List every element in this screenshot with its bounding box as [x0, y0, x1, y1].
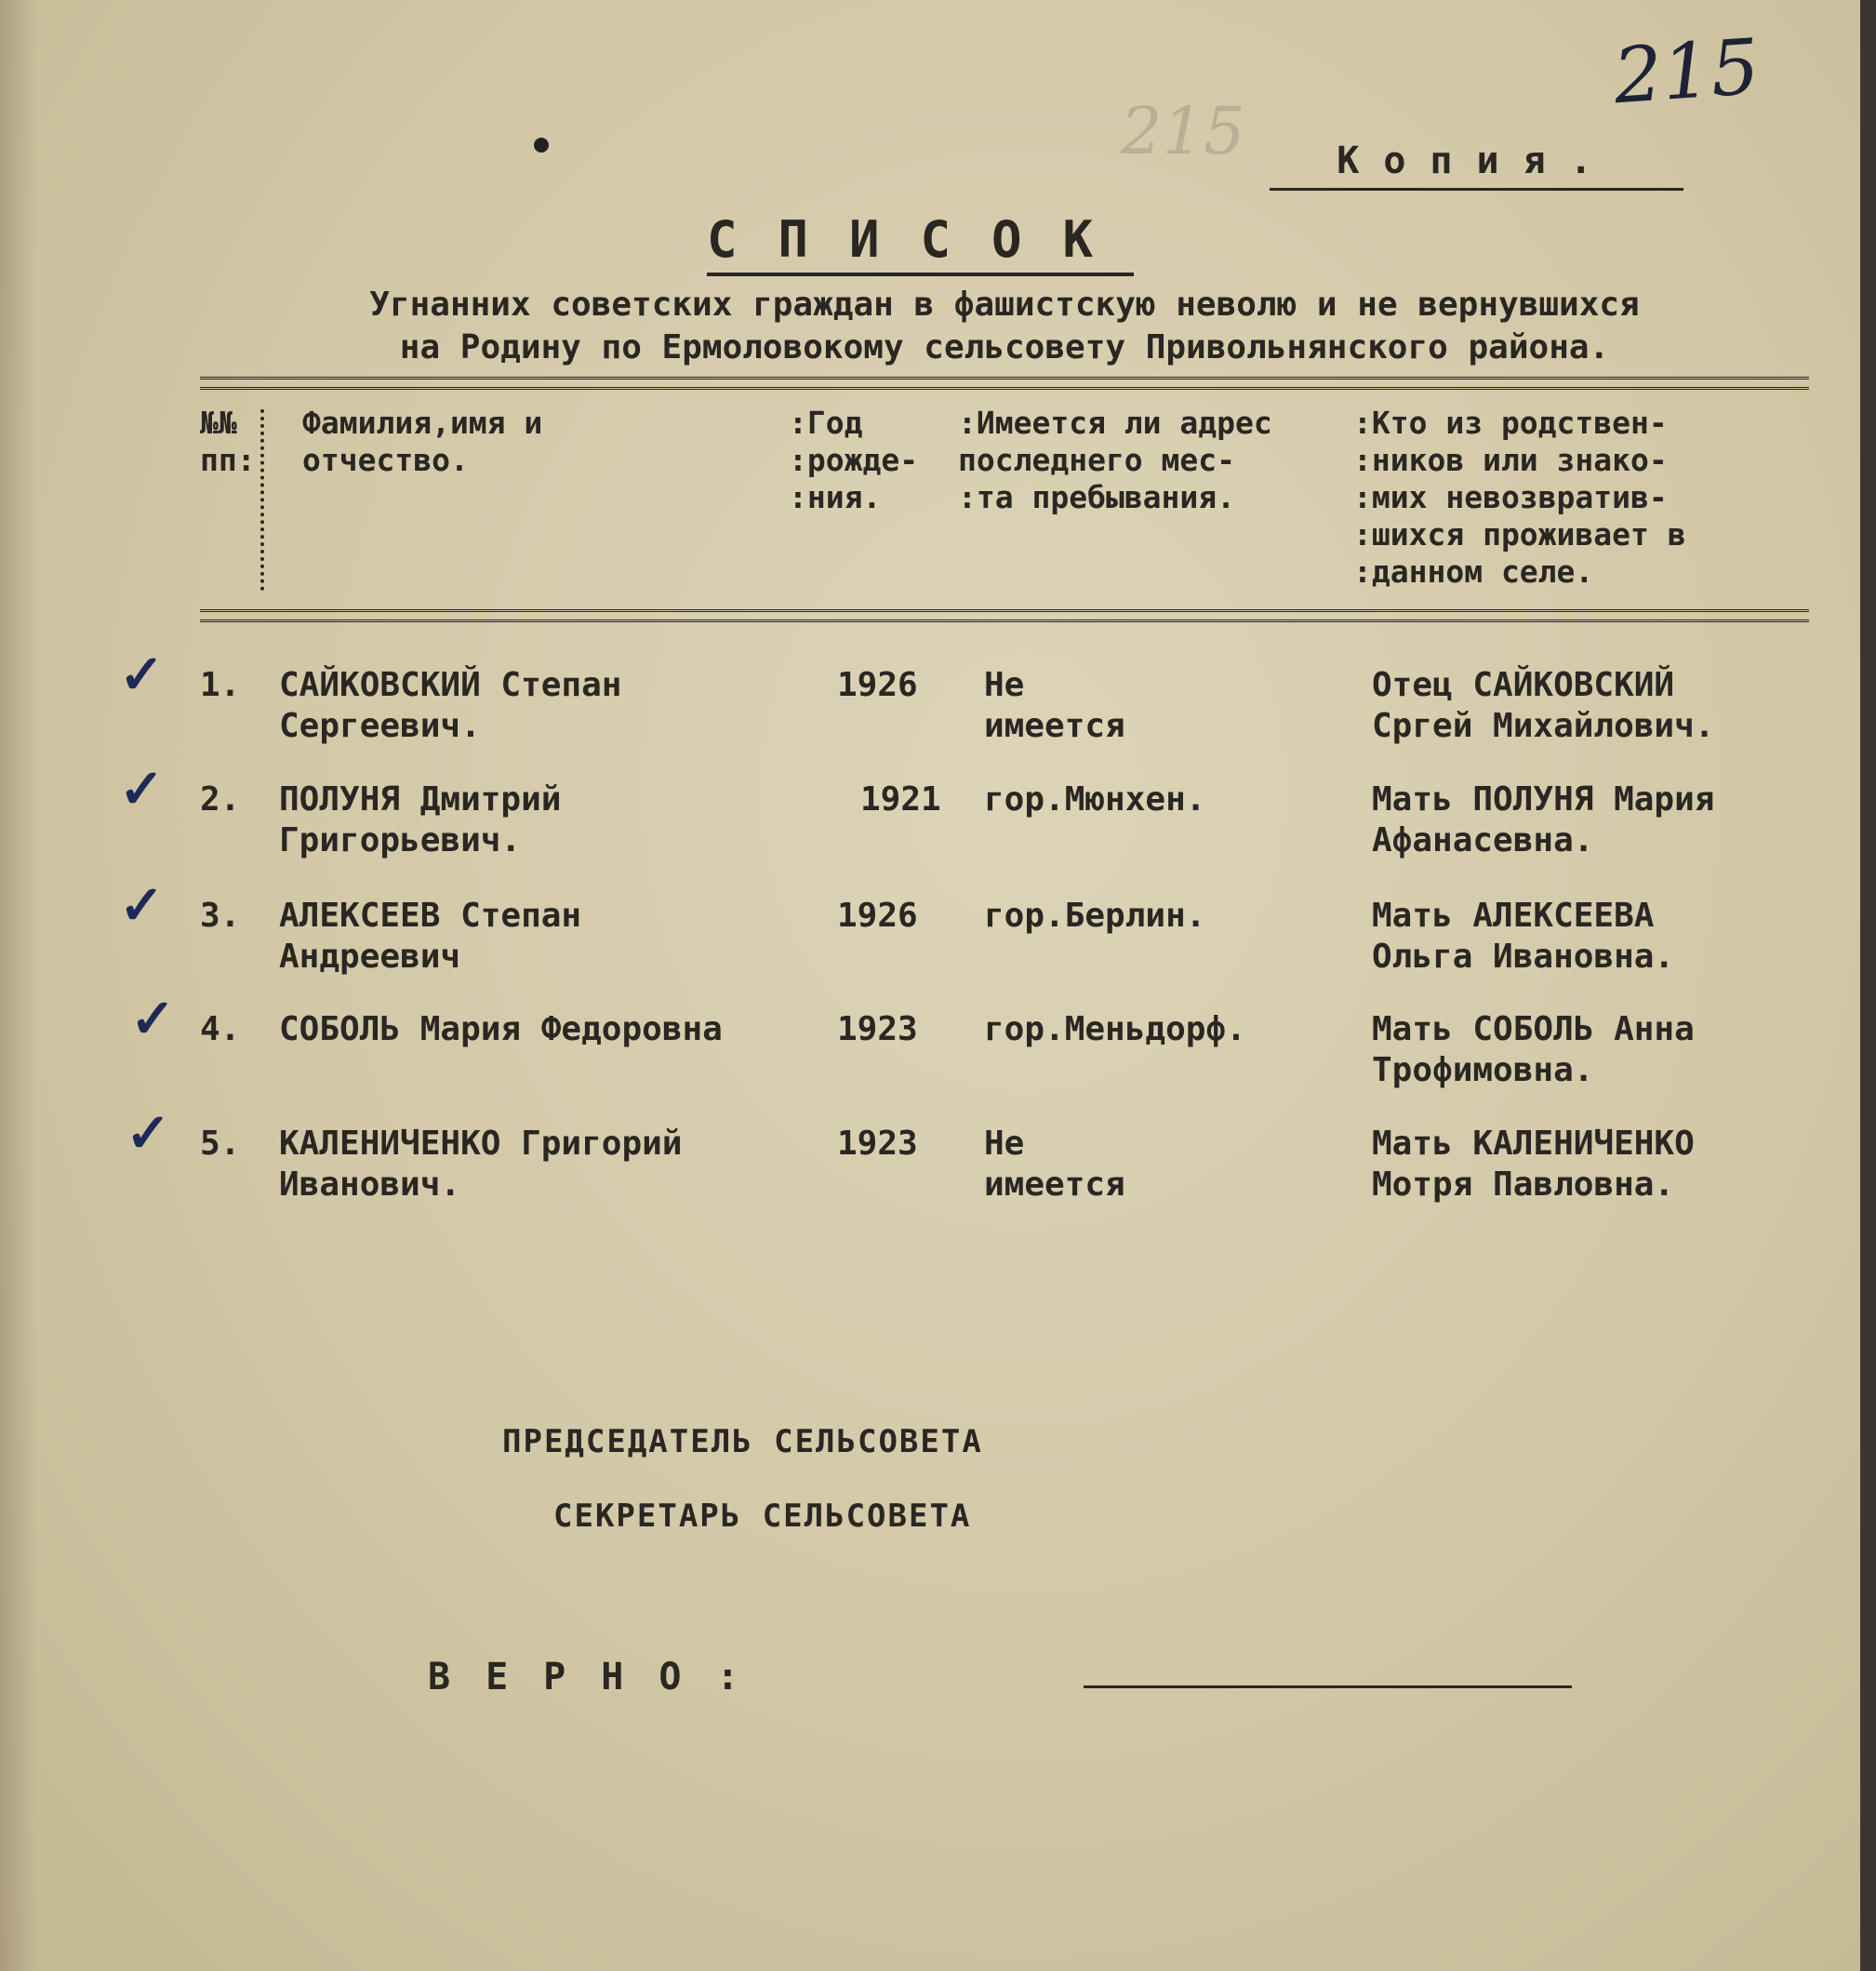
verno-label: ВЕРНО:: [428, 1656, 775, 1698]
row-year: 1923: [837, 1010, 918, 1048]
row-number: 5.: [200, 1125, 241, 1163]
row-address: гор.Меньдорф.: [984, 1010, 1246, 1048]
row-relative: Мать КАЛЕНИЧЕНКО Мотря Павловна.: [1372, 1125, 1695, 1204]
column-header-year: :Год :рожде- :ния.: [789, 405, 919, 515]
faint-archive-number: 215: [1121, 93, 1245, 169]
chairman-signature-label: ПРЕДСЕДАТЕЛЬ СЕЛЬСОВЕТА: [502, 1423, 983, 1460]
signature-line: [1084, 1685, 1572, 1688]
column-header-number: №№ пп:: [200, 405, 256, 478]
column-header-address: :Имеется ли адрес последнего мес- :та пребывания.: [958, 405, 1272, 515]
check-mark-icon: ✓: [130, 987, 176, 1050]
row-address: Не имеется: [984, 1125, 1125, 1204]
row-number: 1.: [200, 666, 241, 704]
check-mark-icon: ✓: [119, 873, 165, 937]
row-address: гор.Берлин.: [984, 897, 1206, 935]
row-year: 1921: [860, 780, 941, 819]
row-year: 1923: [837, 1125, 918, 1163]
document-subtitle: Угнанних советских граждан в фашистскую неволю и не вернувшихся на Родину по Ермоловокому сельсовету Привольнянского района.: [369, 286, 1640, 366]
row-number: 2.: [200, 780, 241, 819]
check-mark-icon: ✓: [126, 1101, 171, 1165]
row-name: САЙКОВСКИЙ Степан Сергеевич.: [279, 666, 622, 745]
row-name: ПОЛУНЯ Дмитрий Григорьевич.: [279, 780, 562, 859]
header-rule-top: [200, 377, 1809, 390]
row-relative: Мать АЛЕКСЕЕВА Ольга Ивановна.: [1372, 897, 1675, 976]
copy-label: Копия.: [1270, 140, 1683, 191]
row-name: АЛЕКСЕЕВ Степан Андреевич: [279, 897, 582, 976]
row-year: 1926: [837, 666, 918, 704]
column-divider: [260, 409, 264, 591]
document-title: СПИСОК: [707, 210, 1134, 276]
row-address: гор.Мюнхен.: [984, 780, 1206, 819]
row-name: СОБОЛЬ Мария Федоровна: [279, 1010, 723, 1048]
archive-number: 215: [1610, 22, 1763, 122]
row-relative: Мать ПОЛУНЯ Мария Афанасевна.: [1372, 780, 1715, 859]
header-rule-bottom: [200, 609, 1809, 622]
row-number: 4.: [200, 1010, 241, 1048]
column-header-name: Фамилия,имя и отчество.: [302, 405, 543, 478]
check-mark-icon: ✓: [119, 643, 165, 706]
secretary-signature-label: СЕКРЕТАРЬ СЕЛЬСОВЕТА: [553, 1498, 972, 1535]
row-name: КАЛЕНИЧЕНКО Григорий Иванович.: [279, 1125, 683, 1204]
row-relative: Отец САЙКОВСКИЙ Сргей Михайлович.: [1372, 666, 1715, 745]
column-header-relative: :Кто из родствен- :ников или знако- :мих невозвратив- :шихся проживает в :данном селе.: [1353, 405, 1686, 590]
check-mark-icon: ✓: [119, 757, 165, 820]
ink-dot: [534, 138, 549, 153]
row-year: 1926: [837, 897, 918, 935]
row-number: 3.: [200, 897, 241, 935]
row-address: Не имеется: [984, 666, 1125, 745]
row-relative: Мать СОБОЛЬ Анна Трофимовна.: [1372, 1010, 1695, 1089]
